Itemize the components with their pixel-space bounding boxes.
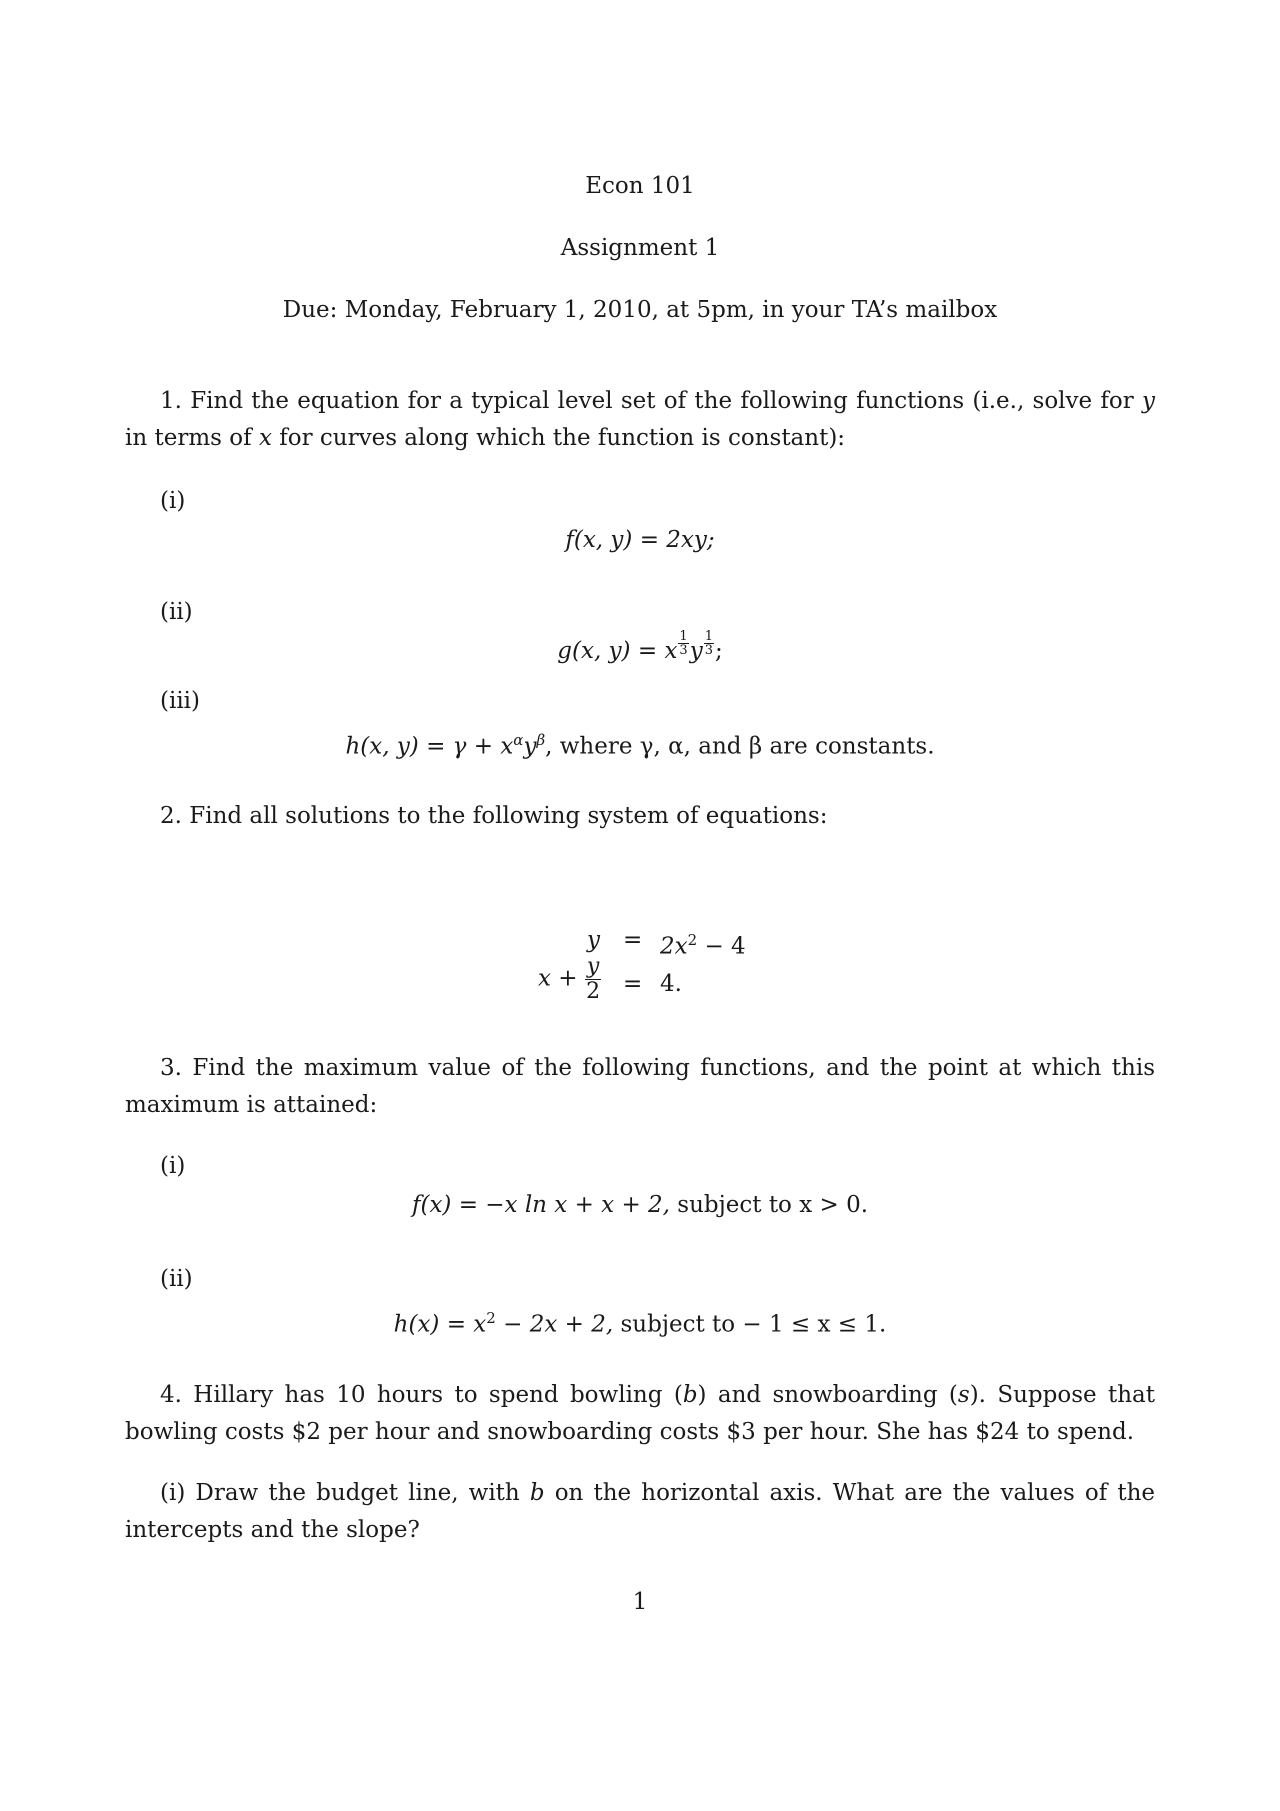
q3-item-ii-equation: $h(x) = x^2 - 2x + 2$, subject to − 1 ≤ x ≤ 1. xyxy=(393,1309,887,1338)
assignment-title: Assignment 1 xyxy=(560,235,720,261)
q1-item-iii-label: (iii) xyxy=(160,688,201,714)
q2-row2-op: = xyxy=(623,971,643,997)
question-2-text: 2. Find all solutions to the following system of equations: xyxy=(160,803,828,829)
q2-row2-rhs: 4. xyxy=(660,971,682,997)
question-3-text: 3. Find the maximum value of the following functions, and the point at which this maximum is attained: xyxy=(125,1055,1155,1118)
course-title: Econ 101 xyxy=(585,173,695,199)
q3-item-i-label: (i) xyxy=(160,1153,186,1179)
question-4-text: 4. Hillary has 10 hours to spend bowling (b) and snowboarding (s). Suppose that bowling costs $2 per hour and snowboarding costs $3 per hour. She has $24 to spend. xyxy=(125,1382,1156,1445)
question-4-part-i: (i) Draw the budget line, with b on the horizontal axis. What are the values of the intercepts and the slope? xyxy=(125,1480,1155,1543)
q1-item-ii-label: (ii) xyxy=(160,599,193,625)
q2-row1-rhs: $2x^2 - 4$ xyxy=(660,931,746,960)
q2-row1-lhs: y xyxy=(587,927,600,953)
due-date: Due: Monday, February 1, 2010, at 5pm, in your TA’s mailbox xyxy=(282,297,998,323)
q1-item-i-equation: f(x, y) = 2xy; xyxy=(565,527,715,553)
q1-item-ii-equation: g(x, y) = x $\frac{1}{3}$ y $\frac{1}{3}$ ; xyxy=(557,628,723,664)
page-number: 1 xyxy=(632,1589,648,1615)
q2-row2-lhs: x + $\frac{y}{2}$ xyxy=(538,954,601,1004)
question-1-text: 1. Find the equation for a typical level set of the following functions (i.e., solve for y in terms of x for curves along which the function is constant): xyxy=(125,388,1155,451)
q1-item-i-label: (i) xyxy=(160,488,186,514)
q1-item-iii-equation: h(x, $y) = \gamma + x^\alpha y^\beta$, where γ, α, and β are constants. xyxy=(345,731,935,760)
q3-item-ii-label: (ii) xyxy=(160,1266,193,1292)
q3-item-i-equation: f(x) = −x ln x + x + 2, subject to x > 0. xyxy=(411,1192,869,1218)
q2-row1-op: = xyxy=(623,927,643,953)
